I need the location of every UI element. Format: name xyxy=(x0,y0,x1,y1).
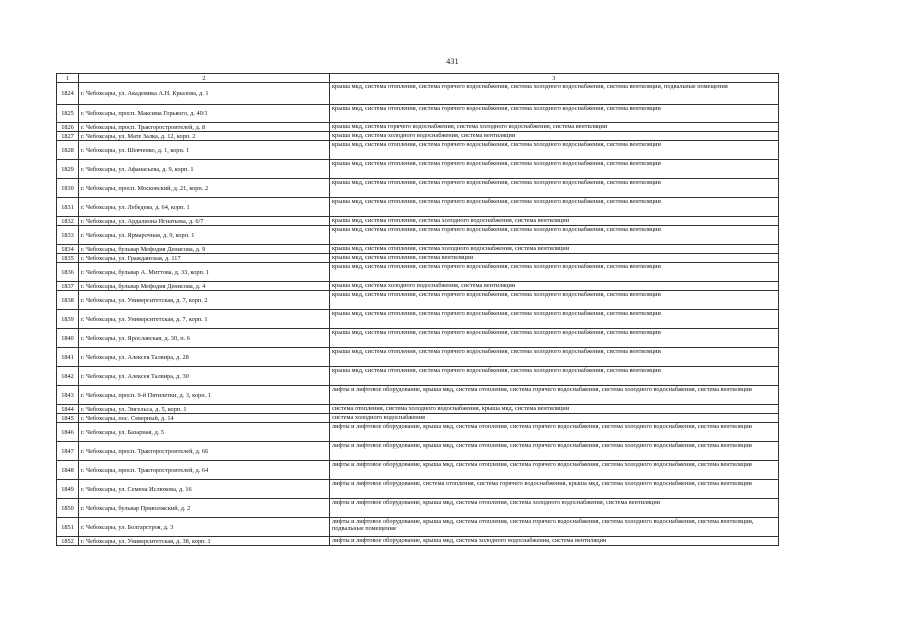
row-systems: лифты и лифтовое оборудование, крыша мкд, система отопления, система горячего водоснабжения, система холодного водоснабжения, система вентиляции, подвальные помещения xyxy=(330,518,779,537)
row-number: 1831 xyxy=(57,198,79,217)
row-systems: крыша мкд, система холодного водоснабжения, система вентиляции xyxy=(330,282,779,291)
row-address: г. Чебоксары, ул. Базарная, д. 5 xyxy=(79,423,330,442)
table-row xyxy=(57,245,779,254)
table-row xyxy=(57,518,779,537)
table-row xyxy=(57,160,779,179)
row-number: 1835 xyxy=(57,254,79,263)
row-systems: лифты и лифтовое оборудование, крыша мкд, система отопления, система горячего водоснабжения, система холодного водоснабжения, система вентиляции xyxy=(330,386,779,405)
row-number: 1848 xyxy=(57,461,79,480)
row-number: 1847 xyxy=(57,442,79,461)
table-row xyxy=(57,414,779,423)
table-row xyxy=(57,123,779,132)
row-number: 1845 xyxy=(57,414,79,423)
row-address: г. Чебоксары, просп. Тракторостроителей, д. 66 xyxy=(79,442,330,461)
row-address: г. Чебоксары, ул. Университетская, д. 38, корп. 1 xyxy=(79,537,330,546)
table-row xyxy=(57,141,779,160)
row-address: г. Чебоксары, ул. Ярославская, д. 30, п. 6 xyxy=(79,329,330,348)
row-address: г. Чебоксары, просп. Тракторостроителей, д. 8 xyxy=(79,123,330,132)
row-number: 1840 xyxy=(57,329,79,348)
row-number: 1852 xyxy=(57,537,79,546)
column-header-1: 1 xyxy=(57,74,79,83)
register-table xyxy=(56,73,779,546)
row-number: 1842 xyxy=(57,367,79,386)
row-number: 1851 xyxy=(57,518,79,537)
row-number: 1830 xyxy=(57,179,79,198)
row-number: 1824 xyxy=(57,83,79,105)
row-systems: лифты и лифтовое оборудование, крыша мкд, система холодного водоснабжения, система вентиляции xyxy=(330,537,779,546)
column-header-2: 2 xyxy=(79,74,330,83)
row-address: г. Чебоксары, ул. Алексея Талвира, д. 28 xyxy=(79,348,330,367)
table-row xyxy=(57,461,779,480)
row-systems: крыша мкд, система отопления, система горячего водоснабжения, система холодного водоснабжения, система вентиляции xyxy=(330,329,779,348)
row-number: 1826 xyxy=(57,123,79,132)
table-row xyxy=(57,423,779,442)
row-systems: крыша мкд, система отопления, система горячего водоснабжения, система холодного водоснабжения, система вентиляции, подвальные помещения xyxy=(330,83,779,105)
row-systems: лифты и лифтовое оборудование, крыша мкд, система отопления, система горячего водоснабжения, система холодного водоснабжения, система вентиляции xyxy=(330,461,779,480)
row-number: 1837 xyxy=(57,282,79,291)
row-address: г. Чебоксары, ул. Ярмарочная, д. 9, корп. 1 xyxy=(79,226,330,245)
row-number: 1827 xyxy=(57,132,79,141)
row-number: 1828 xyxy=(57,141,79,160)
row-number: 1850 xyxy=(57,499,79,518)
row-number: 1833 xyxy=(57,226,79,245)
row-number: 1839 xyxy=(57,310,79,329)
row-address: г. Чебоксары, ул. Энгельса, д. 5, корп. 1 xyxy=(79,405,330,414)
row-number: 1825 xyxy=(57,105,79,123)
row-address: г. Чебоксары, ул. Лебедева, д. 64, корп. 1 xyxy=(79,198,330,217)
row-systems: крыша мкд, система отопления, система холодного водоснабжения, система вентиляции xyxy=(330,245,779,254)
row-address: г. Чебоксары, пос. Северный, д. 14 xyxy=(79,414,330,423)
table-row xyxy=(57,499,779,518)
table-header xyxy=(57,74,779,83)
table-row xyxy=(57,198,779,217)
row-systems: крыша мкд, система отопления, система горячего водоснабжения, система холодного водоснабжения, система вентиляции xyxy=(330,105,779,123)
column-header-3: 3 xyxy=(330,74,779,83)
table-row xyxy=(57,480,779,499)
row-number: 1849 xyxy=(57,480,79,499)
table-row xyxy=(57,83,779,105)
table-row xyxy=(57,442,779,461)
row-number: 1846 xyxy=(57,423,79,442)
table-row xyxy=(57,226,779,245)
row-address: г. Чебоксары, ул. Мате Залка, д. 12, корп. 2 xyxy=(79,132,330,141)
row-number: 1834 xyxy=(57,245,79,254)
row-systems: крыша мкд, система холодного водоснабжения, система вентиляции xyxy=(330,132,779,141)
row-systems: крыша мкд, система отопления, система горячего водоснабжения, система холодного водоснабжения, система вентиляции xyxy=(330,141,779,160)
row-number: 1843 xyxy=(57,386,79,405)
page-number: 431 xyxy=(446,57,459,66)
row-address: г. Чебоксары, бульвар А. Миттова, д. 33, корп. 1 xyxy=(79,263,330,282)
row-address: г. Чебоксары, просп. Максима Горького, д. 40/1 xyxy=(79,105,330,123)
table-row xyxy=(57,537,779,546)
row-address: г. Чебоксары, ул. Семена Ислюкова, д. 16 xyxy=(79,480,330,499)
row-systems: крыша мкд, система отопления, система горячего водоснабжения, система холодного водоснабжения, система вентиляции xyxy=(330,367,779,386)
table-row xyxy=(57,348,779,367)
row-systems: крыша мкд, система отопления, система горячего водоснабжения, система холодного водоснабжения, система вентиляции xyxy=(330,348,779,367)
table-row xyxy=(57,367,779,386)
table-row xyxy=(57,132,779,141)
row-number: 1832 xyxy=(57,217,79,226)
row-address: г. Чебоксары, просп. Московский, д. 21, корп. 2 xyxy=(79,179,330,198)
table-row xyxy=(57,217,779,226)
row-address: г. Чебоксары, бульвар Мефодия Денисова, д. 9 xyxy=(79,245,330,254)
row-systems: лифты и лифтовое оборудование, крыша мкд, система отопления, система горячего водоснабжения, система холодного водоснабжения, система вентиляции xyxy=(330,442,779,461)
row-number: 1841 xyxy=(57,348,79,367)
table-row xyxy=(57,282,779,291)
row-address: г. Чебоксары, бульвар Приволжский, д. 2 xyxy=(79,499,330,518)
row-number: 1838 xyxy=(57,291,79,310)
table-row xyxy=(57,310,779,329)
row-systems: лифты и лифтовое оборудование, крыша мкд, система отопления, система холодного водоснабжения, система вентиляции xyxy=(330,499,779,518)
row-systems: крыша мкд, система отопления, система горячего водоснабжения, система холодного водоснабжения, система вентиляции xyxy=(330,160,779,179)
row-systems: крыша мкд, система горячего водоснабжения, система холодного водоснабжения, система вентиляции xyxy=(330,123,779,132)
table-row xyxy=(57,179,779,198)
row-systems: лифты и лифтовое оборудование, крыша мкд, система отопления, система горячего водоснабжения, система холодного водоснабжения, система вентиляции xyxy=(330,423,779,442)
table-row xyxy=(57,105,779,123)
table-row xyxy=(57,329,779,348)
table-row xyxy=(57,291,779,310)
row-systems: крыша мкд, система отопления, система горячего водоснабжения, система холодного водоснабжения, система вентиляции xyxy=(330,179,779,198)
row-systems: лифты и лифтовое оборудование, система отопления, система горячего водоснабжения, крыша мкд, система холодного водоснабжения, система вентиляции xyxy=(330,480,779,499)
row-address: г. Чебоксары, ул. Болгарстроя, д. 3 xyxy=(79,518,330,537)
row-systems: крыша мкд, система отопления, система холодного водоснабжения, система вентиляции xyxy=(330,217,779,226)
table-body xyxy=(57,83,779,546)
row-systems: система отопления, система холодного водоснабжения, крыша мкд, система вентиляции xyxy=(330,405,779,414)
row-address: г. Чебоксары, ул. Академика А.Н. Крылова, д. 1 xyxy=(79,83,330,105)
header-row xyxy=(57,74,779,83)
row-systems: система холодного водоснабжения xyxy=(330,414,779,423)
row-address: г. Чебоксары, ул. Университетская, д. 7, корп. 2 xyxy=(79,291,330,310)
row-systems: крыша мкд, система отопления, система горячего водоснабжения, система холодного водоснабжения, система вентиляции xyxy=(330,226,779,245)
row-systems: крыша мкд, система отопления, система горячего водоснабжения, система холодного водоснабжения, система вентиляции xyxy=(330,198,779,217)
row-address: г. Чебоксары, ул. Университетская, д. 7, корп. 1 xyxy=(79,310,330,329)
table-row xyxy=(57,263,779,282)
table-row xyxy=(57,386,779,405)
row-systems: крыша мкд, система отопления, система горячего водоснабжения, система холодного водоснабжения, система вентиляции xyxy=(330,310,779,329)
row-systems: крыша мкд, система отопления, система горячего водоснабжения, система холодного водоснабжения, система вентиляции xyxy=(330,291,779,310)
table-row xyxy=(57,405,779,414)
row-address: г. Чебоксары, ул. Шевченко, д. 1, корп. 1 xyxy=(79,141,330,160)
row-address: г. Чебоксары, просп. 9-й Пятилетки, д. 3, корп. 1 xyxy=(79,386,330,405)
row-number: 1836 xyxy=(57,263,79,282)
table-row xyxy=(57,254,779,263)
row-address: г. Чебоксары, ул. Афанасьева, д. 9, корп. 1 xyxy=(79,160,330,179)
row-address: г. Чебоксары, бульвар Мефодия Денисова, д. 4 xyxy=(79,282,330,291)
row-number: 1844 xyxy=(57,405,79,414)
row-systems: крыша мкд, система отопления, система вентиляции xyxy=(330,254,779,263)
row-address: г. Чебоксары, ул. Гражданская, д. 117 xyxy=(79,254,330,263)
row-address: г. Чебоксары, ул. Ардалиона Игнатьева, д. 6/7 xyxy=(79,217,330,226)
row-number: 1829 xyxy=(57,160,79,179)
row-address: г. Чебоксары, просп. Тракторостроителей, д. 64 xyxy=(79,461,330,480)
row-address: г. Чебоксары, ул. Алексея Талвира, д. 30 xyxy=(79,367,330,386)
row-systems: крыша мкд, система отопления, система горячего водоснабжения, система холодного водоснабжения, система вентиляции xyxy=(330,263,779,282)
